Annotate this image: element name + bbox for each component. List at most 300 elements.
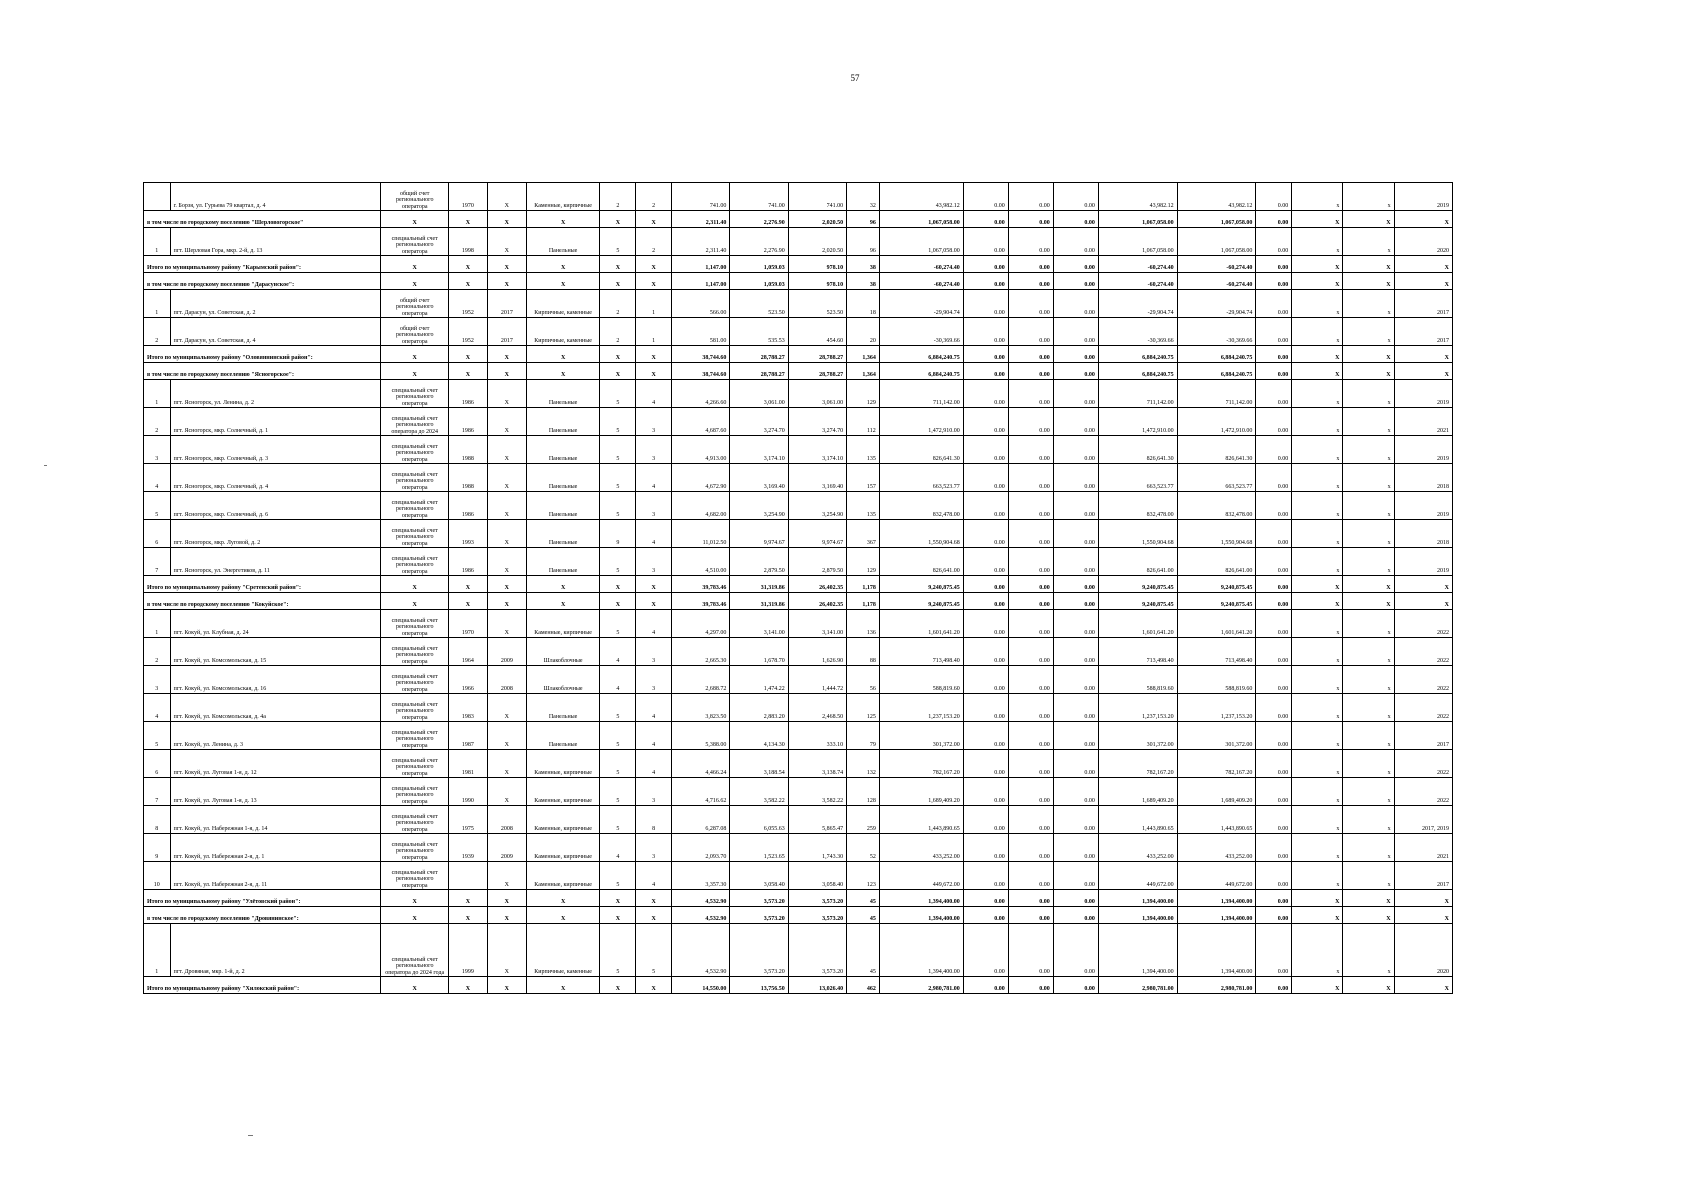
- area-a-cell: 1,059.03: [730, 273, 788, 290]
- fund-4-cell: 449,672.00: [1098, 862, 1177, 890]
- fund-3-cell: 0.00: [1053, 318, 1098, 346]
- residents-cell: 96: [847, 211, 880, 228]
- cost-total-cell: 832,478.00: [879, 492, 963, 520]
- cost-total-cell: 1,601,641.20: [879, 610, 963, 638]
- year-plan-cell: Х: [1394, 211, 1452, 228]
- fund-6-cell: 0.00: [1256, 520, 1292, 548]
- fund-3-cell: 0.00: [1053, 492, 1098, 520]
- year-plan-cell: 2017: [1394, 722, 1452, 750]
- area-b-cell: 523.50: [788, 290, 846, 318]
- fund-1-cell: 0.00: [963, 256, 1008, 273]
- fund-5-cell: 1,067,058.00: [1177, 211, 1256, 228]
- account-cell: специальный счет регионального оператора: [381, 548, 449, 576]
- year-overhaul-cell: Х: [487, 436, 526, 464]
- row-number-cell: 2: [144, 408, 171, 436]
- entrances-cell: 4: [636, 694, 672, 722]
- area-a-cell: 9,974.67: [730, 520, 788, 548]
- area-a-cell: 4,134.30: [730, 722, 788, 750]
- year-built-cell: 1981: [448, 750, 487, 778]
- year-built-cell: Х: [448, 593, 487, 610]
- mark-2-cell: х: [1343, 290, 1394, 318]
- summary-row: [144, 907, 1453, 924]
- cost-total-cell: 1,067,058.00: [879, 211, 963, 228]
- mark-1-cell: Х: [1292, 890, 1343, 907]
- year-overhaul-cell: 2017: [487, 318, 526, 346]
- fund-6-cell: 0.00: [1256, 183, 1292, 211]
- cost-total-cell: 1,237,153.20: [879, 694, 963, 722]
- row-number-cell: 3: [144, 666, 171, 694]
- fund-5-cell: 832,478.00: [1177, 492, 1256, 520]
- fund-6-cell: 0.00: [1256, 363, 1292, 380]
- wall-material-cell: Х: [526, 211, 600, 228]
- fund-2-cell: 0.00: [1008, 363, 1053, 380]
- area-b-cell: 741.00: [788, 183, 846, 211]
- cost-total-cell: 588,819.60: [879, 666, 963, 694]
- summary-row: [144, 256, 1453, 273]
- fund-1-cell: 0.00: [963, 977, 1008, 994]
- fund-6-cell: 0.00: [1256, 211, 1292, 228]
- fund-4-cell: 1,394,400.00: [1098, 924, 1177, 977]
- table-row: [144, 638, 1453, 666]
- wall-material-cell: Панельные: [526, 464, 600, 492]
- fund-2-cell: 0.00: [1008, 862, 1053, 890]
- table-row: [144, 806, 1453, 834]
- account-cell: Х: [381, 211, 449, 228]
- fund-1-cell: 0.00: [963, 273, 1008, 290]
- fund-4-cell: 713,498.40: [1098, 638, 1177, 666]
- floors-cell: Х: [600, 593, 636, 610]
- mark-1-cell: Х: [1292, 346, 1343, 363]
- year-overhaul-cell: Х: [487, 862, 526, 890]
- fund-1-cell: 0.00: [963, 806, 1008, 834]
- cost-total-cell: 711,142.00: [879, 380, 963, 408]
- area-b-cell: 26,402.35: [788, 576, 846, 593]
- summary-label-cell: в том числе по городскому поселению "Ясногорское":: [144, 363, 381, 380]
- fund-1-cell: 0.00: [963, 346, 1008, 363]
- year-plan-cell: Х: [1394, 576, 1452, 593]
- address-cell: пгт. Дровяная, мкр. 1-й, д. 2: [170, 924, 381, 977]
- residents-cell: 1,364: [847, 363, 880, 380]
- year-plan-cell: 2022: [1394, 610, 1452, 638]
- fund-5-cell: -60,274.40: [1177, 273, 1256, 290]
- mark-1-cell: х: [1292, 750, 1343, 778]
- area-total-cell: 2,665.30: [672, 638, 730, 666]
- area-a-cell: 741.00: [730, 183, 788, 211]
- wall-material-cell: Х: [526, 363, 600, 380]
- mark-1-cell: х: [1292, 694, 1343, 722]
- mark-1-cell: х: [1292, 408, 1343, 436]
- area-total-cell: 38,744.60: [672, 363, 730, 380]
- summary-label-cell: Итого по муниципальному району "Сретенский район":: [144, 576, 381, 593]
- entrances-cell: Х: [636, 346, 672, 363]
- year-plan-cell: 2019: [1394, 436, 1452, 464]
- fund-6-cell: 0.00: [1256, 862, 1292, 890]
- entrances-cell: 3: [636, 778, 672, 806]
- account-cell: специальный счет регионального оператора: [381, 610, 449, 638]
- floors-cell: 5: [600, 778, 636, 806]
- summary-row: [144, 273, 1453, 290]
- account-cell: Х: [381, 890, 449, 907]
- wall-material-cell: Х: [526, 346, 600, 363]
- mark-1-cell: х: [1292, 722, 1343, 750]
- mark-2-cell: х: [1343, 380, 1394, 408]
- wall-material-cell: Каменные, кирпичные: [526, 862, 600, 890]
- area-a-cell: 1,678.70: [730, 638, 788, 666]
- fund-2-cell: 0.00: [1008, 318, 1053, 346]
- fund-3-cell: 0.00: [1053, 694, 1098, 722]
- mark-2-cell: х: [1343, 924, 1394, 977]
- fund-5-cell: 782,167.20: [1177, 750, 1256, 778]
- area-b-cell: 3,573.20: [788, 907, 846, 924]
- area-b-cell: 3,174.10: [788, 436, 846, 464]
- fund-5-cell: 1,394,400.00: [1177, 924, 1256, 977]
- mark-2-cell: х: [1343, 183, 1394, 211]
- fund-3-cell: 0.00: [1053, 977, 1098, 994]
- area-a-cell: 31,319.86: [730, 593, 788, 610]
- year-built-cell: 1970: [448, 610, 487, 638]
- table-row: [144, 492, 1453, 520]
- entrances-cell: Х: [636, 256, 672, 273]
- year-overhaul-cell: Х: [487, 548, 526, 576]
- area-total-cell: 4,532.90: [672, 924, 730, 977]
- area-a-cell: 6,055.63: [730, 806, 788, 834]
- year-overhaul-cell: Х: [487, 924, 526, 977]
- mark-1-cell: х: [1292, 806, 1343, 834]
- fund-5-cell: 588,819.60: [1177, 666, 1256, 694]
- fund-5-cell: 433,252.00: [1177, 834, 1256, 862]
- fund-2-cell: 0.00: [1008, 722, 1053, 750]
- fund-2-cell: 0.00: [1008, 290, 1053, 318]
- table-row: [144, 464, 1453, 492]
- fund-1-cell: 0.00: [963, 924, 1008, 977]
- residents-cell: 18: [847, 290, 880, 318]
- table-row: [144, 380, 1453, 408]
- fund-3-cell: 0.00: [1053, 273, 1098, 290]
- fund-3-cell: 0.00: [1053, 436, 1098, 464]
- fund-4-cell: 1,394,400.00: [1098, 890, 1177, 907]
- year-plan-cell: Х: [1394, 890, 1452, 907]
- wall-material-cell: Панельные: [526, 722, 600, 750]
- year-plan-cell: Х: [1394, 593, 1452, 610]
- cost-total-cell: 1,689,409.20: [879, 778, 963, 806]
- year-built-cell: 1983: [448, 694, 487, 722]
- area-a-cell: 3,141.00: [730, 610, 788, 638]
- area-b-cell: 978.10: [788, 256, 846, 273]
- mark-2-cell: х: [1343, 666, 1394, 694]
- fund-5-cell: 6,884,240.75: [1177, 363, 1256, 380]
- summary-label-cell: Итого по муниципальному району "Оловяннинский район":: [144, 346, 381, 363]
- area-b-cell: 2,468.50: [788, 694, 846, 722]
- fund-6-cell: 0.00: [1256, 610, 1292, 638]
- area-a-cell: 3,174.10: [730, 436, 788, 464]
- area-total-cell: 2,093.70: [672, 834, 730, 862]
- wall-material-cell: Панельные: [526, 408, 600, 436]
- fund-1-cell: 0.00: [963, 548, 1008, 576]
- wall-material-cell: Кирпичные, каменные: [526, 318, 600, 346]
- fund-6-cell: 0.00: [1256, 290, 1292, 318]
- fund-6-cell: 0.00: [1256, 492, 1292, 520]
- area-b-cell: 28,788.27: [788, 346, 846, 363]
- fund-1-cell: 0.00: [963, 228, 1008, 256]
- mark-2-cell: Х: [1343, 211, 1394, 228]
- fund-3-cell: 0.00: [1053, 576, 1098, 593]
- fund-2-cell: 0.00: [1008, 346, 1053, 363]
- entrances-cell: Х: [636, 211, 672, 228]
- row-number-cell: 4: [144, 464, 171, 492]
- wall-material-cell: Х: [526, 890, 600, 907]
- floors-cell: 5: [600, 924, 636, 977]
- table-row: [144, 548, 1453, 576]
- wall-material-cell: Х: [526, 907, 600, 924]
- year-built-cell: Х: [448, 977, 487, 994]
- cost-total-cell: 1,394,400.00: [879, 924, 963, 977]
- mark-1-cell: х: [1292, 862, 1343, 890]
- floors-cell: Х: [600, 907, 636, 924]
- floors-cell: 5: [600, 492, 636, 520]
- table-row: [144, 924, 1453, 977]
- fund-2-cell: 0.00: [1008, 492, 1053, 520]
- fund-6-cell: 0.00: [1256, 694, 1292, 722]
- mark-2-cell: х: [1343, 228, 1394, 256]
- residents-cell: 136: [847, 610, 880, 638]
- row-number-cell: 3: [144, 436, 171, 464]
- cost-total-cell: 713,498.40: [879, 638, 963, 666]
- area-a-cell: 3,573.20: [730, 890, 788, 907]
- address-cell: пгт. Ясногорск, ул. Энергетиков, д. 11: [170, 548, 381, 576]
- entrances-cell: 3: [636, 436, 672, 464]
- address-cell: пгт. Кокуй, ул. Ленина, д. 3: [170, 722, 381, 750]
- year-plan-cell: Х: [1394, 363, 1452, 380]
- area-a-cell: 523.50: [730, 290, 788, 318]
- fund-1-cell: 0.00: [963, 363, 1008, 380]
- year-plan-cell: 2022: [1394, 778, 1452, 806]
- area-b-cell: 2,020.50: [788, 211, 846, 228]
- year-built-cell: 1986: [448, 380, 487, 408]
- summary-label-cell: Итого по муниципальному району "Улётовский район":: [144, 890, 381, 907]
- entrances-cell: 3: [636, 548, 672, 576]
- year-built-cell: Х: [448, 346, 487, 363]
- fund-6-cell: 0.00: [1256, 273, 1292, 290]
- entrances-cell: 2: [636, 183, 672, 211]
- fund-4-cell: 711,142.00: [1098, 380, 1177, 408]
- account-cell: специальный счет регионального оператора: [381, 834, 449, 862]
- table-row: [144, 750, 1453, 778]
- residents-cell: 56: [847, 666, 880, 694]
- area-a-cell: 3,254.90: [730, 492, 788, 520]
- fund-4-cell: 433,252.00: [1098, 834, 1177, 862]
- area-b-cell: 28,788.27: [788, 363, 846, 380]
- year-plan-cell: 2020: [1394, 924, 1452, 977]
- area-b-cell: 3,061.00: [788, 380, 846, 408]
- fund-6-cell: 0.00: [1256, 834, 1292, 862]
- year-overhaul-cell: Х: [487, 907, 526, 924]
- floors-cell: 5: [600, 722, 636, 750]
- address-cell: пгт. Кокуй, ул. Клубная, д. 24: [170, 610, 381, 638]
- area-a-cell: 2,883.20: [730, 694, 788, 722]
- area-b-cell: 3,138.74: [788, 750, 846, 778]
- area-b-cell: 1,444.72: [788, 666, 846, 694]
- year-plan-cell: 2019: [1394, 183, 1452, 211]
- area-a-cell: 3,274.70: [730, 408, 788, 436]
- year-plan-cell: 2019: [1394, 492, 1452, 520]
- area-total-cell: 39,783.46: [672, 593, 730, 610]
- fund-4-cell: 1,394,400.00: [1098, 907, 1177, 924]
- fund-2-cell: 0.00: [1008, 907, 1053, 924]
- entrances-cell: 1: [636, 290, 672, 318]
- account-cell: специальный счет регионального оператора: [381, 666, 449, 694]
- address-cell: пгт. Ясногорск, ул. Ленина, д. 2: [170, 380, 381, 408]
- mark-2-cell: х: [1343, 520, 1394, 548]
- mark-2-cell: Х: [1343, 977, 1394, 994]
- floors-cell: 5: [600, 436, 636, 464]
- fund-5-cell: 1,689,409.20: [1177, 778, 1256, 806]
- entrances-cell: 1: [636, 318, 672, 346]
- summary-row: [144, 593, 1453, 610]
- table-row: [144, 834, 1453, 862]
- wall-material-cell: Х: [526, 977, 600, 994]
- year-plan-cell: Х: [1394, 977, 1452, 994]
- year-overhaul-cell: Х: [487, 778, 526, 806]
- account-cell: общий счет регионального оператора: [381, 290, 449, 318]
- fund-2-cell: 0.00: [1008, 593, 1053, 610]
- fund-6-cell: 0.00: [1256, 256, 1292, 273]
- mark-1-cell: х: [1292, 380, 1343, 408]
- area-a-cell: 31,319.86: [730, 576, 788, 593]
- floors-cell: 5: [600, 228, 636, 256]
- summary-label-cell: в том числе по городскому поселению "Шерловогорское": [144, 211, 381, 228]
- fund-2-cell: 0.00: [1008, 750, 1053, 778]
- fund-2-cell: 0.00: [1008, 834, 1053, 862]
- fund-4-cell: 6,884,240.75: [1098, 346, 1177, 363]
- year-built-cell: 1952: [448, 318, 487, 346]
- fund-4-cell: 832,478.00: [1098, 492, 1177, 520]
- floors-cell: Х: [600, 576, 636, 593]
- fund-5-cell: 449,672.00: [1177, 862, 1256, 890]
- year-built-cell: 1970: [448, 183, 487, 211]
- table-row: [144, 290, 1453, 318]
- area-b-cell: 2,020.50: [788, 228, 846, 256]
- area-a-cell: 3,061.00: [730, 380, 788, 408]
- mark-1-cell: Х: [1292, 211, 1343, 228]
- year-overhaul-cell: 2009: [487, 834, 526, 862]
- fund-1-cell: 0.00: [963, 610, 1008, 638]
- area-total-cell: 581.00: [672, 318, 730, 346]
- fund-4-cell: 9,240,875.45: [1098, 593, 1177, 610]
- account-cell: специальный счет регионального оператора: [381, 806, 449, 834]
- address-cell: пгт. Кокуй, ул. Комсомольская, д. 16: [170, 666, 381, 694]
- table-row: [144, 520, 1453, 548]
- entrances-cell: Х: [636, 977, 672, 994]
- area-a-cell: 3,058.40: [730, 862, 788, 890]
- table-row: [144, 862, 1453, 890]
- area-b-cell: 333.10: [788, 722, 846, 750]
- area-total-cell: 4,532.90: [672, 890, 730, 907]
- mark-1-cell: х: [1292, 183, 1343, 211]
- cost-total-cell: 43,982.12: [879, 183, 963, 211]
- fund-2-cell: 0.00: [1008, 380, 1053, 408]
- floors-cell: 4: [600, 638, 636, 666]
- cost-total-cell: 6,884,240.75: [879, 346, 963, 363]
- address-cell: пгт. Кокуй, ул. Набережная 2-я, д. 1: [170, 834, 381, 862]
- mark-1-cell: х: [1292, 228, 1343, 256]
- year-overhaul-cell: 2008: [487, 666, 526, 694]
- fund-5-cell: 1,550,904.68: [1177, 520, 1256, 548]
- year-plan-cell: 2017: [1394, 290, 1452, 318]
- fund-1-cell: 0.00: [963, 890, 1008, 907]
- fund-3-cell: 0.00: [1053, 464, 1098, 492]
- row-number-cell: 9: [144, 834, 171, 862]
- fund-3-cell: 0.00: [1053, 722, 1098, 750]
- address-cell: пгт. Кокуй, ул. Комсомольская, д. 15: [170, 638, 381, 666]
- residents-cell: 96: [847, 228, 880, 256]
- floors-cell: 5: [600, 750, 636, 778]
- area-a-cell: 1,474.22: [730, 666, 788, 694]
- table-row: [144, 722, 1453, 750]
- scan-mark: [44, 465, 47, 466]
- fund-1-cell: 0.00: [963, 694, 1008, 722]
- fund-6-cell: 0.00: [1256, 666, 1292, 694]
- year-built-cell: 1987: [448, 722, 487, 750]
- fund-6-cell: 0.00: [1256, 907, 1292, 924]
- area-b-cell: 3,573.20: [788, 924, 846, 977]
- row-number-cell: 1: [144, 380, 171, 408]
- residents-cell: 462: [847, 977, 880, 994]
- year-built-cell: Х: [448, 211, 487, 228]
- fund-4-cell: 782,167.20: [1098, 750, 1177, 778]
- cost-total-cell: 826,641.30: [879, 436, 963, 464]
- entrances-cell: Х: [636, 890, 672, 907]
- fund-3-cell: 0.00: [1053, 778, 1098, 806]
- fund-5-cell: 43,982.12: [1177, 183, 1256, 211]
- wall-material-cell: Каменные, кирпичные: [526, 610, 600, 638]
- mark-2-cell: х: [1343, 318, 1394, 346]
- cost-total-cell: -60,274.40: [879, 256, 963, 273]
- summary-label-cell: в том числе по городскому поселению "Дровянинское":: [144, 907, 381, 924]
- area-a-cell: 28,788.27: [730, 346, 788, 363]
- mark-1-cell: х: [1292, 520, 1343, 548]
- year-overhaul-cell: 2017: [487, 290, 526, 318]
- fund-1-cell: 0.00: [963, 211, 1008, 228]
- wall-material-cell: Кирпичные, каменные: [526, 924, 600, 977]
- year-overhaul-cell: Х: [487, 750, 526, 778]
- address-cell: пгт. Кокуй, ул. Набережная 1-я, д. 14: [170, 806, 381, 834]
- entrances-cell: Х: [636, 273, 672, 290]
- fund-5-cell: 1,067,058.00: [1177, 228, 1256, 256]
- year-plan-cell: 2018: [1394, 520, 1452, 548]
- address-cell: пгт. Ясногорск, мкр. Луговой, д. 2: [170, 520, 381, 548]
- fund-4-cell: 1,443,890.65: [1098, 806, 1177, 834]
- year-overhaul-cell: Х: [487, 610, 526, 638]
- fund-3-cell: 0.00: [1053, 834, 1098, 862]
- wall-material-cell: Шлакоблочные: [526, 666, 600, 694]
- wall-material-cell: Каменные, кирпичные: [526, 750, 600, 778]
- summary-row: [144, 576, 1453, 593]
- fund-3-cell: 0.00: [1053, 638, 1098, 666]
- address-cell: пгт. Кокуй, ул. Луговая 1-я, д. 13: [170, 778, 381, 806]
- summary-label-cell: в том числе по городскому поселению "Кокуйское":: [144, 593, 381, 610]
- wall-material-cell: Панельные: [526, 548, 600, 576]
- entrances-cell: 4: [636, 862, 672, 890]
- fund-2-cell: 0.00: [1008, 548, 1053, 576]
- fund-6-cell: 0.00: [1256, 380, 1292, 408]
- cost-total-cell: 6,884,240.75: [879, 363, 963, 380]
- fund-4-cell: -60,274.40: [1098, 273, 1177, 290]
- fund-5-cell: 663,523.77: [1177, 464, 1256, 492]
- fund-1-cell: 0.00: [963, 436, 1008, 464]
- year-overhaul-cell: 2009: [487, 638, 526, 666]
- area-total-cell: 2,311.40: [672, 228, 730, 256]
- area-total-cell: 1,147.00: [672, 273, 730, 290]
